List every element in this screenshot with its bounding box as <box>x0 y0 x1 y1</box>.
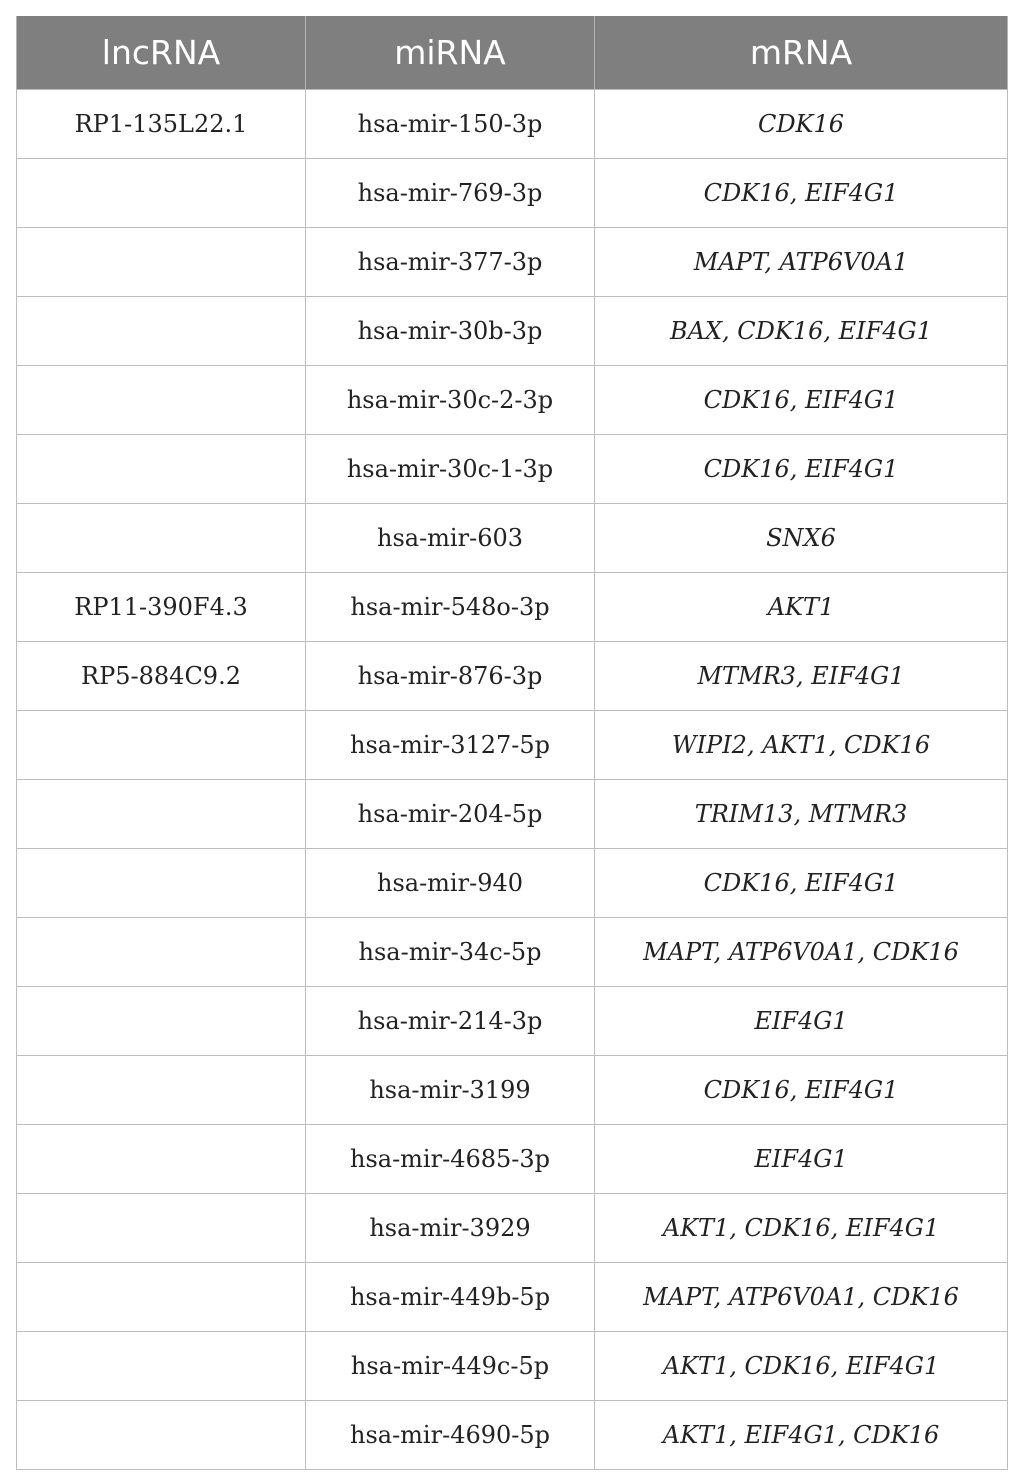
table-row <box>17 1332 1008 1401</box>
table-row <box>17 1263 1008 1332</box>
cell-lncrna <box>17 435 306 504</box>
cell-mrna: BAX, CDK16, EIF4G1 <box>595 297 1008 366</box>
table-body <box>17 90 1008 1470</box>
cell-lncrna <box>17 1194 306 1263</box>
cell-mrna: CDK16, EIF4G1 <box>595 435 1008 504</box>
cell-mirna: hsa-mir-449b-5p <box>306 1263 595 1332</box>
cell-mrna: WIPI2, AKT1, CDK16 <box>595 711 1008 780</box>
cell-lncrna <box>17 1056 306 1125</box>
cell-lncrna <box>17 1401 306 1470</box>
cell-mrna: EIF4G1 <box>595 1125 1008 1194</box>
cell-mirna: hsa-mir-603 <box>306 504 595 573</box>
cell-lncrna <box>17 1263 306 1332</box>
cell-mirna: hsa-mir-30c-1-3p <box>306 435 595 504</box>
cell-mirna: hsa-mir-204-5p <box>306 780 595 849</box>
table-row <box>17 1056 1008 1125</box>
table-row <box>17 918 1008 987</box>
cell-lncrna <box>17 987 306 1056</box>
table-row <box>17 90 1008 159</box>
table-header <box>17 16 1008 90</box>
cell-mirna: hsa-mir-377-3p <box>306 228 595 297</box>
cell-mrna: AKT1, CDK16, EIF4G1 <box>595 1332 1008 1401</box>
cell-lncrna <box>17 504 306 573</box>
cell-mirna: hsa-mir-769-3p <box>306 159 595 228</box>
table-row <box>17 504 1008 573</box>
cell-mrna: AKT1, EIF4G1, CDK16 <box>595 1401 1008 1470</box>
cell-lncrna <box>17 159 306 228</box>
cell-mrna: AKT1, CDK16, EIF4G1 <box>595 1194 1008 1263</box>
cell-mirna: hsa-mir-876-3p <box>306 642 595 711</box>
cell-mirna: hsa-mir-4690-5p <box>306 1401 595 1470</box>
cell-mirna: hsa-mir-4685-3p <box>306 1125 595 1194</box>
cell-lncrna <box>17 849 306 918</box>
cell-lncrna <box>17 1332 306 1401</box>
table-row <box>17 1125 1008 1194</box>
table-row <box>17 366 1008 435</box>
cell-mrna: MAPT, ATP6V0A1, CDK16 <box>595 1263 1008 1332</box>
cell-lncrna: RP5-884C9.2 <box>17 642 306 711</box>
cell-lncrna <box>17 918 306 987</box>
header-mrna: mRNA <box>595 16 1008 90</box>
cell-mirna: hsa-mir-214-3p <box>306 987 595 1056</box>
table-row <box>17 1194 1008 1263</box>
cell-lncrna <box>17 366 306 435</box>
cell-mirna: hsa-mir-3199 <box>306 1056 595 1125</box>
cell-mrna: SNX6 <box>595 504 1008 573</box>
cell-lncrna <box>17 1125 306 1194</box>
cell-mirna: hsa-mir-30b-3p <box>306 297 595 366</box>
cell-mrna: TRIM13, MTMR3 <box>595 780 1008 849</box>
header-mirna: miRNA <box>306 16 595 90</box>
cell-mrna: AKT1 <box>595 573 1008 642</box>
cell-lncrna <box>17 297 306 366</box>
cell-lncrna <box>17 228 306 297</box>
cell-mrna: MAPT, ATP6V0A1, CDK16 <box>595 918 1008 987</box>
cell-mrna: CDK16, EIF4G1 <box>595 849 1008 918</box>
cell-mirna: hsa-mir-548o-3p <box>306 573 595 642</box>
table-row <box>17 228 1008 297</box>
cell-mrna: CDK16, EIF4G1 <box>595 1056 1008 1125</box>
cell-mirna: hsa-mir-150-3p <box>306 90 595 159</box>
table-row <box>17 849 1008 918</box>
cell-mirna: hsa-mir-449c-5p <box>306 1332 595 1401</box>
table-row <box>17 711 1008 780</box>
table-row <box>17 435 1008 504</box>
table-row <box>17 1401 1008 1470</box>
cell-mirna: hsa-mir-30c-2-3p <box>306 366 595 435</box>
table-row <box>17 780 1008 849</box>
interaction-table-container <box>16 16 1007 1470</box>
cell-lncrna <box>17 780 306 849</box>
table-row <box>17 642 1008 711</box>
table-row <box>17 987 1008 1056</box>
cell-mrna: CDK16 <box>595 90 1008 159</box>
table-row <box>17 159 1008 228</box>
cell-mrna: CDK16, EIF4G1 <box>595 159 1008 228</box>
cell-lncrna: RP1-135L22.1 <box>17 90 306 159</box>
cell-mrna: EIF4G1 <box>595 987 1008 1056</box>
cell-mirna: hsa-mir-3929 <box>306 1194 595 1263</box>
cell-mirna: hsa-mir-3127-5p <box>306 711 595 780</box>
cell-mrna: CDK16, EIF4G1 <box>595 366 1008 435</box>
header-row <box>17 16 1008 90</box>
cell-mrna: MAPT, ATP6V0A1 <box>595 228 1008 297</box>
table-row <box>17 573 1008 642</box>
cell-mirna: hsa-mir-34c-5p <box>306 918 595 987</box>
header-lncrna: lncRNA <box>17 16 306 90</box>
cell-mirna: hsa-mir-940 <box>306 849 595 918</box>
cell-lncrna: RP11-390F4.3 <box>17 573 306 642</box>
cell-lncrna <box>17 711 306 780</box>
lncrna-mirna-mrna-table <box>16 16 1008 1470</box>
table-row <box>17 297 1008 366</box>
cell-mrna: MTMR3, EIF4G1 <box>595 642 1008 711</box>
